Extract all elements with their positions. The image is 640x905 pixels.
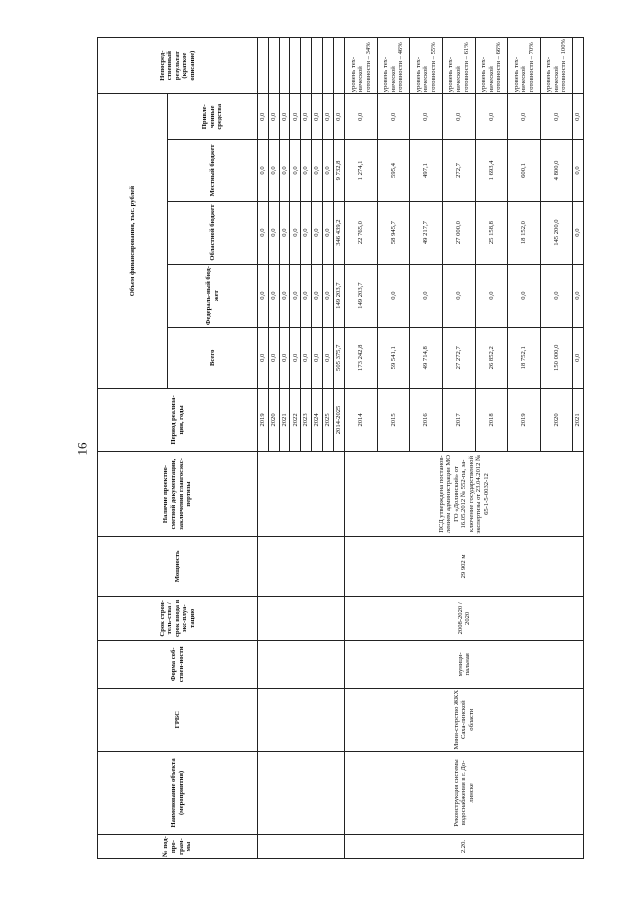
cell-empty — [258, 596, 345, 640]
cell-local: 600,1 — [508, 140, 541, 201]
cell-object-ownership: муници-пальная — [345, 641, 584, 689]
cell-regional: 346 439,2 — [333, 201, 345, 264]
cell-result: уровень тех-нической готовности – 70% — [508, 38, 541, 94]
cell-federal: 0,0 — [290, 264, 301, 327]
cell-other: 0,0 — [410, 94, 443, 140]
cell-total: 150 000,0 — [540, 327, 573, 388]
cell-year: 2018 — [475, 388, 508, 451]
cell-regional: 49 217,7 — [410, 201, 443, 264]
funding-table — [97, 37, 584, 859]
cell-local: 0,0 — [290, 140, 301, 201]
cell-regional: 0,0 — [573, 201, 584, 264]
cell-regional: 0,0 — [301, 201, 312, 264]
header-local: Местный бюджет — [168, 140, 258, 201]
cell-other: 0,0 — [540, 94, 573, 140]
cell-year: 2016 — [410, 388, 443, 451]
cell-year: 2023 — [301, 388, 312, 451]
cell-result: уровень тех-нической готовности – 34% — [345, 38, 378, 94]
rotated-page — [97, 37, 584, 859]
cell-total: 59 541,1 — [377, 327, 410, 388]
cell-year: 2015 — [377, 388, 410, 451]
cell-federal: 0,0 — [279, 264, 290, 327]
cell-federal: 149 203,7 — [333, 264, 345, 327]
cell-result — [312, 38, 323, 94]
cell-regional: 0,0 — [268, 201, 279, 264]
header-result: Непосред-ственный результат (краткое описание) — [98, 38, 258, 94]
cell-result: уровень тех-нической готовности – 61% — [442, 38, 475, 94]
cell-local: 0,0 — [279, 140, 290, 201]
cell-other: 0,0 — [312, 94, 323, 140]
header-other: Привле-ченные средства — [168, 94, 258, 140]
header-num: № под-про-грам-мы — [98, 835, 258, 859]
cell-total: 173 242,8 — [345, 327, 378, 388]
cell-regional: 25 158,8 — [475, 201, 508, 264]
cell-total: 0,0 — [301, 327, 312, 388]
cell-total: 27 272,7 — [442, 327, 475, 388]
cell-regional: 0,0 — [290, 201, 301, 264]
cell-local: 1 274,1 — [345, 140, 378, 201]
cell-empty — [258, 451, 345, 536]
cell-local: 595,4 — [377, 140, 410, 201]
header-funding: Объем финансирования, тыс. рублей — [98, 94, 168, 389]
cell-other: 0,0 — [377, 94, 410, 140]
cell-regional: 58 945,7 — [377, 201, 410, 264]
table-row — [345, 38, 378, 859]
cell-other: 0,0 — [508, 94, 541, 140]
cell-result — [290, 38, 301, 94]
cell-federal: 0,0 — [301, 264, 312, 327]
cell-total: 0,0 — [258, 327, 269, 388]
cell-local: 0,0 — [312, 140, 323, 201]
cell-total: 505 375,7 — [333, 327, 345, 388]
cell-year: 2019 — [258, 388, 269, 451]
cell-year: 2014 — [345, 388, 378, 451]
cell-object-psd: ПСД утверждена постанов-лением администрации МО ГО «Долинский» от 16.05.2012 № 552-па, за-ключение государственной экспертизы от 23.04.2012 № 65-1-5-0032-12 — [345, 451, 584, 536]
cell-local: 1 693,4 — [475, 140, 508, 201]
cell-year: 2024 — [312, 388, 323, 451]
cell-regional: 145 200,0 — [540, 201, 573, 264]
cell-total: 0,0 — [312, 327, 323, 388]
table-body — [258, 38, 584, 859]
cell-other: 0,0 — [268, 94, 279, 140]
cell-regional: 22 765,0 — [345, 201, 378, 264]
cell-total: 0,0 — [322, 327, 333, 388]
cell-other: 0,0 — [345, 94, 378, 140]
cell-total: 0,0 — [279, 327, 290, 388]
cell-result: уровень тех-нической готовности – 66% — [475, 38, 508, 94]
header-name: Наименование объекта (мероприятия) — [98, 751, 258, 834]
cell-regional: 0,0 — [322, 201, 333, 264]
cell-other: 0,0 — [573, 94, 584, 140]
cell-federal: 149 203,7 — [345, 264, 378, 327]
cell-year: 2020 — [540, 388, 573, 451]
cell-other: 0,0 — [333, 94, 345, 140]
cell-empty — [258, 641, 345, 689]
cell-federal: 0,0 — [573, 264, 584, 327]
header-capacity: Мощность — [98, 537, 258, 597]
cell-result — [301, 38, 312, 94]
cell-result — [322, 38, 333, 94]
cell-year: 2014-2025 — [333, 388, 345, 451]
cell-result: уровень тех-нической готовности – 55% — [410, 38, 443, 94]
cell-object-grbs: Мини-стерство ЖКХ Саха-линской области — [345, 688, 584, 751]
cell-local: 9 732,8 — [333, 140, 345, 201]
cell-result: уровень тех-нической готовности – 100% — [540, 38, 573, 94]
cell-local: 0,0 — [322, 140, 333, 201]
cell-year: 2025 — [322, 388, 333, 451]
header-total: Всего — [168, 327, 258, 388]
cell-other: 0,0 — [279, 94, 290, 140]
cell-empty — [258, 835, 345, 859]
cell-total: 0,0 — [268, 327, 279, 388]
cell-empty — [258, 537, 345, 597]
cell-local: 0,0 — [258, 140, 269, 201]
cell-federal: 0,0 — [540, 264, 573, 327]
cell-year: 2021 — [279, 388, 290, 451]
header-ownership: Форма соб-ствен-ности — [98, 641, 258, 689]
cell-total: 26 852,2 — [475, 327, 508, 388]
header-regional: Областной бюджет — [168, 201, 258, 264]
cell-year: 2020 — [268, 388, 279, 451]
cell-result — [573, 38, 584, 94]
cell-object-term: 2008-2020 / 2020 — [345, 596, 584, 640]
cell-empty — [258, 688, 345, 751]
cell-result — [279, 38, 290, 94]
cell-result — [268, 38, 279, 94]
cell-other: 0,0 — [290, 94, 301, 140]
cell-federal: 0,0 — [475, 264, 508, 327]
cell-year: 2019 — [508, 388, 541, 451]
cell-regional: 0,0 — [279, 201, 290, 264]
cell-local: 0,0 — [301, 140, 312, 201]
cell-result: уровень тех-нической готовности – 46% — [377, 38, 410, 94]
cell-regional: 27 000,0 — [442, 201, 475, 264]
cell-result — [258, 38, 269, 94]
table-header — [98, 38, 258, 859]
cell-federal: 0,0 — [377, 264, 410, 327]
cell-object-name: Реконструкция системы водоснабжения в г. До-линске — [345, 751, 584, 834]
cell-federal: 0,0 — [268, 264, 279, 327]
cell-year: 2021 — [573, 388, 584, 451]
cell-federal: 0,0 — [508, 264, 541, 327]
cell-other: 0,0 — [301, 94, 312, 140]
header-psd: Наличие проектно-сметной документации, заключения главгосэкс-пертизы — [98, 451, 258, 536]
cell-federal: 0,0 — [312, 264, 323, 327]
cell-result — [333, 38, 345, 94]
header-grbs: ГРБС — [98, 688, 258, 751]
header-federal: Федераль-ный бюд-жет — [168, 264, 258, 327]
cell-other: 0,0 — [322, 94, 333, 140]
cell-other: 0,0 — [258, 94, 269, 140]
cell-local: 0,0 — [573, 140, 584, 201]
cell-federal: 0,0 — [258, 264, 269, 327]
cell-regional: 0,0 — [312, 201, 323, 264]
cell-federal: 0,0 — [322, 264, 333, 327]
cell-other: 0,0 — [475, 94, 508, 140]
cell-year: 2017 — [442, 388, 475, 451]
cell-total: 49 714,8 — [410, 327, 443, 388]
cell-regional: 18 152,0 — [508, 201, 541, 264]
cell-local: 272,7 — [442, 140, 475, 201]
cell-empty — [258, 751, 345, 834]
cell-total: 0,0 — [290, 327, 301, 388]
header-term: Срок строи-тель-ства / срок ввода в экс-плуа-тацию — [98, 596, 258, 640]
cell-object-num: 2.20. — [345, 835, 584, 859]
cell-local: 0,0 — [268, 140, 279, 201]
cell-local: 497,1 — [410, 140, 443, 201]
cell-total: 18 752,1 — [508, 327, 541, 388]
page-number: 16 — [74, 442, 90, 456]
cell-other: 0,0 — [442, 94, 475, 140]
cell-object-capacity: 29 902 м — [345, 537, 584, 597]
cell-federal: 0,0 — [442, 264, 475, 327]
cell-total: 0,0 — [573, 327, 584, 388]
table-row — [258, 38, 269, 859]
cell-local: 4 800,0 — [540, 140, 573, 201]
header-period: Период реализа-ции, годы — [98, 388, 258, 451]
cell-year: 2022 — [290, 388, 301, 451]
cell-regional: 0,0 — [258, 201, 269, 264]
cell-federal: 0,0 — [410, 264, 443, 327]
